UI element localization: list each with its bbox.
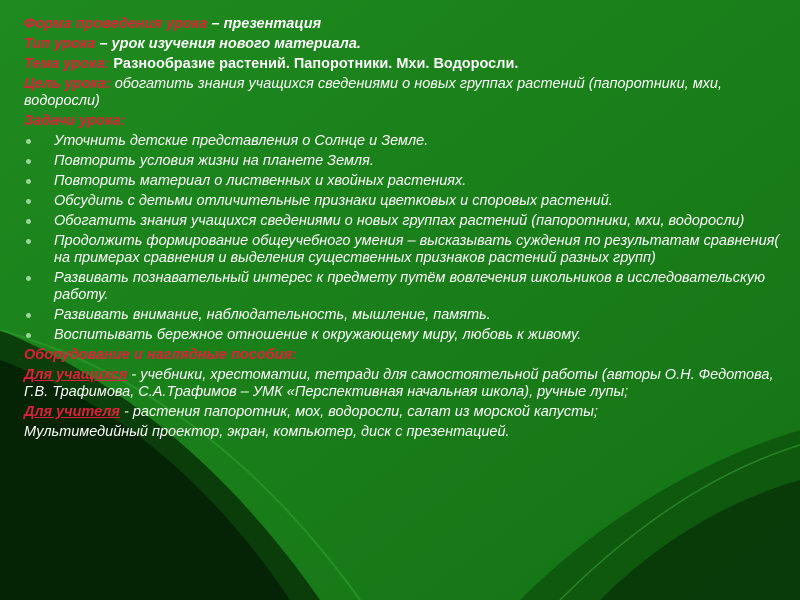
bullet-icon [26,219,31,224]
goal-value: обогатить знания учащихся сведениями о новых группах растений (папоротники, мхи, водоросли) [24,76,723,109]
task-text: Развивать внимание, наблюдательность, мышление, память. [54,307,491,323]
teacher-label: Для учителя [24,404,120,420]
list-item [24,153,782,170]
list-item [24,270,782,304]
topic-line [24,56,782,73]
list-item [24,213,782,230]
list-item [24,233,782,267]
list-item [24,193,782,210]
type-line [24,36,782,53]
tasks-label: Задачи урока: [24,113,126,129]
equipment-heading [24,347,782,364]
teacher-value: - растения папоротник, мох, водоросли, салат из морской капусты; [119,404,598,420]
students-value: - учебники, хрестоматии, тетради для самостоятельной работы (авторы О.Н. Федотова, Г.В. Трафимова, С.А.Трафимов – УМК «Перспективная начальная школа), ручные лупы; [24,367,774,400]
task-text: Повторить условия жизни на планете Земля. [54,153,374,169]
list-item [24,307,782,324]
task-text: Воспитывать бережное отношение к окружающему миру, любовь к живому. [54,327,582,343]
goal-label: Цель урока: [24,76,111,92]
bullet-icon [26,239,31,244]
students-line [24,367,782,401]
task-text: Обсудить с детьми отличительные признаки цветковых и споровых растений. [54,193,613,209]
bullet-icon [26,179,31,184]
bullet-icon [26,333,31,338]
form-line [24,16,782,33]
task-text: Развивать познавательный интерес к предмету путём вовлечения школьников в исследовательскую работу. [54,270,766,303]
form-value: – презентация [207,16,322,32]
task-text: Продолжить формирование общеучебного умения – высказывать суждения по результатам сравнения( на примерах сравнения и выделения существенных признаков растений разных групп) [54,233,780,266]
lesson-plan [24,16,782,444]
topic-label: Тема урока: [24,56,110,72]
bullet-icon [26,313,31,318]
equipment-label: Оборудование и наглядные пособия: [24,347,297,363]
type-label: Тип урока [24,36,96,52]
list-item [24,327,782,344]
students-label: Для учащихся [24,367,128,383]
bullet-icon [26,199,31,204]
tasks-heading [24,113,782,130]
tasks-list [24,133,782,344]
task-text: Повторить материал о лиственных и хвойных растениях. [54,173,467,189]
task-text: Уточнить детские представления о Солнце и Земле. [54,133,429,149]
multimedia-line [24,424,782,441]
topic-value: Разнообразие растений. Папоротники. Мхи. Водоросли. [109,56,519,72]
form-label: Форма проведения урока [24,16,208,32]
type-value: – урок изучения нового материала. [95,36,361,52]
multimedia-text: Мультимедийный проектор, экран, компьютер, диск с презентацией. [24,424,510,440]
bullet-icon [26,159,31,164]
list-item [24,173,782,190]
goal-line [24,76,782,110]
bullet-icon [26,276,31,281]
bullet-icon [26,139,31,144]
list-item [24,133,782,150]
teacher-line [24,404,782,421]
task-text: Обогатить знания учащихся сведениями о новых группах растений (папоротники, мхи, водоросли) [54,213,745,229]
